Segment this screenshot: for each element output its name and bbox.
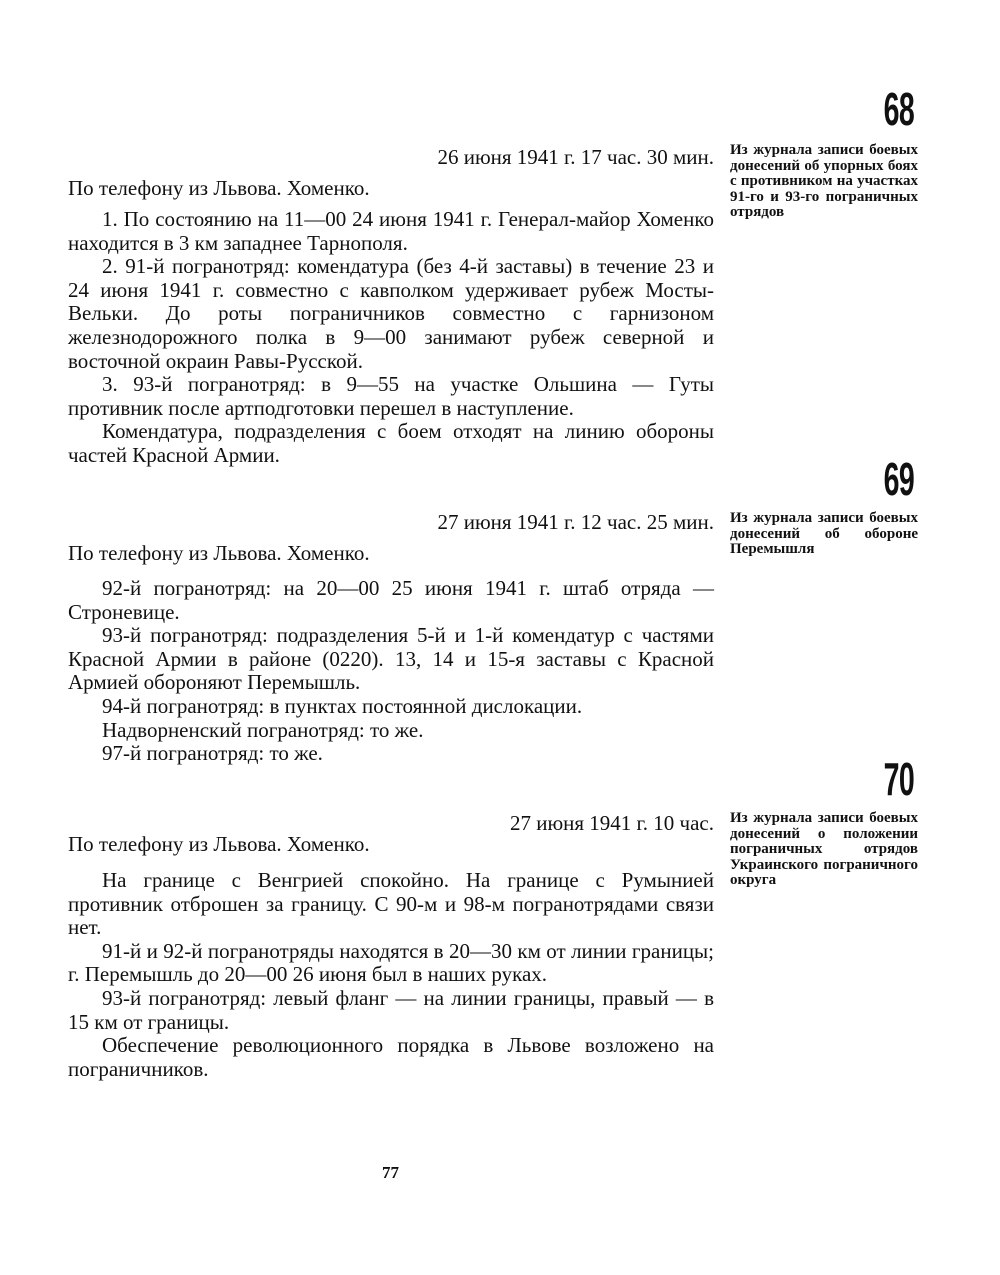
margin-note: Из журнала записи боевых донесений об упорных боях с противником на участках 91-го и 93-го пограничных отрядов bbox=[730, 142, 918, 221]
document-source: По телефону из Львова. Хоменко. bbox=[68, 176, 370, 200]
body-paragraph: Надворненский погранотряд: то же. bbox=[102, 717, 424, 742]
document-body bbox=[68, 869, 714, 1081]
page-number: 77 bbox=[382, 1163, 399, 1182]
body-paragraph: Обеспечение революционного порядка в Львове возложено на пограничников. bbox=[68, 1033, 714, 1081]
body-paragraph: 2. 91-й погранотряд: комендатура (без 4-й заставы) в течение 23 и 24 июня 1941 г. совместно с кавполком удерживает рубеж Мосты-Вельки. До роты пограничников совместно с гарнизоном железнодорожного полка в 9—00 занимают рубеж северной и восточной окраин Равы-Русской. bbox=[68, 254, 714, 373]
body-paragraph: 3. 93-й погранотряд: в 9—55 на участке Ольшина — Гуты противник после артподготовки перешел в наступление. bbox=[68, 372, 714, 420]
body-paragraph: 93-й погранотряд: подразделения 5-й и 1-й комендатур с частями Красной Армии в районе (0220). 13, 14 и 15-я заставы с Красной Армией обороняют Перемышль. bbox=[68, 623, 714, 695]
document-source: По телефону из Львова. Хоменко. bbox=[68, 541, 370, 565]
body-paragraph: 93-й погранотряд: левый фланг — на линии границы, правый — в 15 км от границы. bbox=[68, 985, 714, 1034]
body-paragraph: Комендатура, подразделения с боем отходят на линию обороны частей Красной Армии. bbox=[68, 419, 714, 467]
body-paragraph: 92-й погранотряд: на 20—00 25 июня 1941 г. штаб отряда — Строневице. bbox=[68, 576, 714, 624]
document-date-time: 27 июня 1941 г. 10 час. bbox=[509, 811, 714, 835]
margin-note: Из журнала записи боевых донесений об обороне Перемышля bbox=[730, 510, 918, 558]
document-source: По телефону из Львова. Хоменко. bbox=[68, 832, 370, 856]
document-number: 68 bbox=[883, 83, 914, 135]
margin-note: Из журнала записи боевых донесений о положении пограничных отрядов Украинского пограничного округа bbox=[730, 810, 918, 889]
document-body bbox=[68, 577, 714, 766]
body-paragraph: 97-й погранотряд: то же. bbox=[102, 741, 323, 766]
document-number: 70 bbox=[883, 753, 914, 805]
document-body bbox=[68, 208, 714, 468]
body-paragraph: На границе с Венгрией спокойно. На границе с Румынией противник отброшен за границу. С 90-м и 98-м погранотрядами связи нет. bbox=[68, 868, 714, 940]
document-date-time: 27 июня 1941 г. 12 час. 25 мин. bbox=[437, 510, 714, 534]
document-number: 69 bbox=[883, 453, 914, 505]
body-paragraph: 1. По состоянию на 11—00 24 июня 1941 г. Генерал-майор Хоменко находится в 3 км западнее Тарнополя. bbox=[68, 207, 714, 255]
document-date-time: 26 июня 1941 г. 17 час. 30 мин. bbox=[437, 145, 714, 169]
body-paragraph: 91-й и 92-й погранотряды находятся в 20—30 км от линии границы; г. Перемышль до 20—00 26 июня был в наших руках. bbox=[68, 938, 714, 987]
body-paragraph: 94-й погранотряд: в пунктах постоянной дислокации. bbox=[102, 693, 583, 718]
